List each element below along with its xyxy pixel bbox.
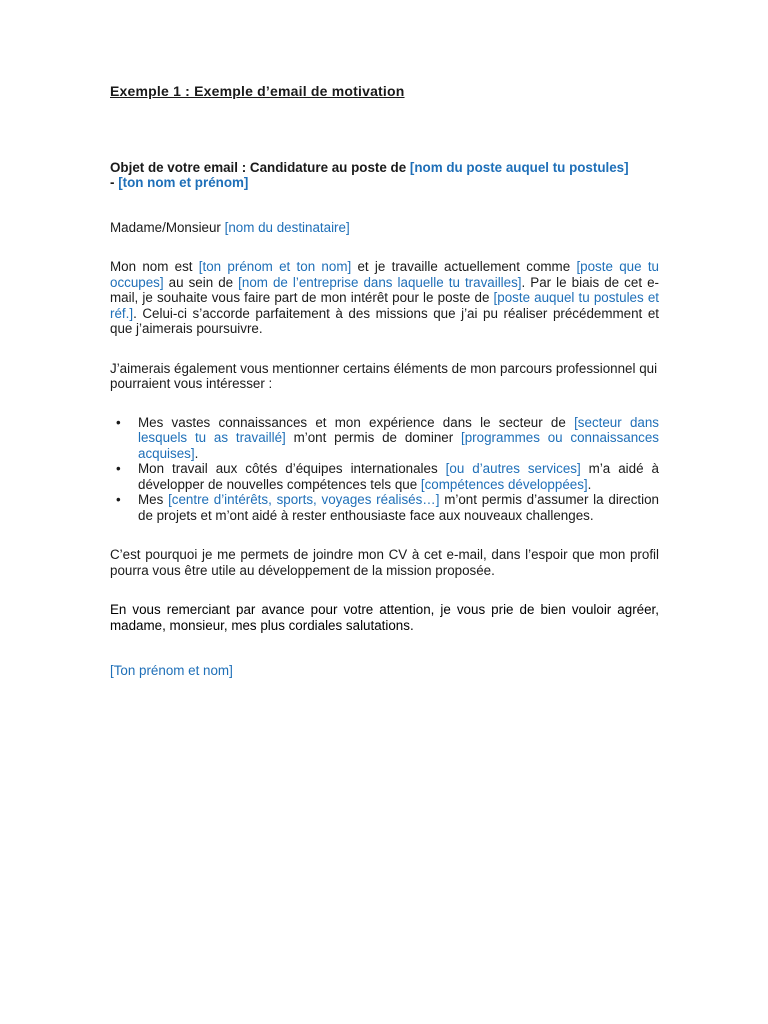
- placeholder-recipient: [nom du destinataire]: [224, 219, 350, 235]
- list-item-text: .: [587, 476, 592, 492]
- experience-list: [110, 415, 659, 524]
- list-item-text: m’ont permis de dominer: [285, 430, 462, 445]
- list-item-text: Mes vastes connaissances et mon expérience dans le secteur de: [138, 414, 575, 430]
- email-subject: [110, 160, 659, 191]
- list-item-text: Mes: [138, 492, 169, 507]
- signature-placeholder: [Ton prénom et nom]: [110, 663, 233, 678]
- placeholder-name: [ton prénom et ton nom]: [198, 259, 352, 274]
- subject-separator: -: [110, 175, 119, 190]
- intro-text-2: et je travaille actuellement comme: [351, 259, 577, 274]
- intro-text-4: . Par le biais de cet e-mail, je souhaite vous faire part de mon intérêt pour le poste de: [110, 274, 659, 305]
- list-item: [110, 461, 659, 492]
- intro-text-3: au sein de: [163, 274, 239, 290]
- placeholder-interests: [centre d’intérêts, sports, voyages réalisés…]: [168, 492, 440, 507]
- placeholder-current-position: [poste que tu occupes]: [110, 259, 659, 290]
- list-item: [110, 492, 659, 523]
- list-item: [110, 415, 659, 462]
- placeholder-skills-acquired: [programmes ou connaissances acquises]: [138, 430, 659, 461]
- list-item-text: m’ont permis d’assumer la direction de projets et m’ont aidé à rester enthousiaste face aux nouveaux challenges.: [138, 492, 659, 523]
- greeting-text: Madame/Monsieur: [110, 219, 225, 235]
- document-body: [110, 84, 659, 679]
- subject-prefix: Objet de votre email : Candidature au poste de: [110, 159, 410, 175]
- cv-paragraph: C’est pourquoi je me permets de joindre mon CV à cet e-mail, dans l’espoir que mon profil pourra vous être utile au développement de la mission proposée.: [110, 547, 659, 578]
- closing-paragraph: En vous remerciant par avance pour votre attention, je vous prie de bien vouloir agréer, madame, monsieur, mes plus cordiales salutations.: [110, 602, 659, 633]
- list-item-text: Mon travail aux côtés d’équipes internationales: [138, 461, 446, 476]
- intro-text-1: Mon nom est: [110, 259, 199, 274]
- intro-text-5: . Celui-ci s’accorde parfaitement à des missions que j’ai pu réaliser précédemment et que j’aimerais poursuivre.: [110, 305, 659, 336]
- placeholder-target-position: [poste auquel tu postules et réf.]: [110, 290, 659, 321]
- placeholder-skills-developed: [compétences développées]: [420, 476, 588, 492]
- placeholder-company: [nom de l’entreprise dans laquelle tu travailles]: [238, 274, 522, 290]
- document-title: Exemple 1 : Exemple d’email de motivation: [110, 83, 405, 99]
- list-item-text: m’a aidé à développer de nouvelles compétences tels que: [138, 461, 659, 492]
- placeholder-job-title: [nom du poste auquel tu postules]: [409, 159, 629, 175]
- greeting: [110, 220, 659, 236]
- lead-paragraph: J’aimerais également vous mentionner certains éléments de mon parcours professionnel qui pourraient vous intéresser :: [110, 360, 658, 391]
- intro-paragraph: [110, 259, 659, 337]
- placeholder-sector: [secteur dans lesquels tu as travaillé]: [138, 414, 659, 445]
- placeholder-other-services: [ou d’autres services]: [445, 461, 581, 476]
- list-item-text: .: [194, 445, 199, 461]
- placeholder-full-name: [ton nom et prénom]: [118, 175, 249, 190]
